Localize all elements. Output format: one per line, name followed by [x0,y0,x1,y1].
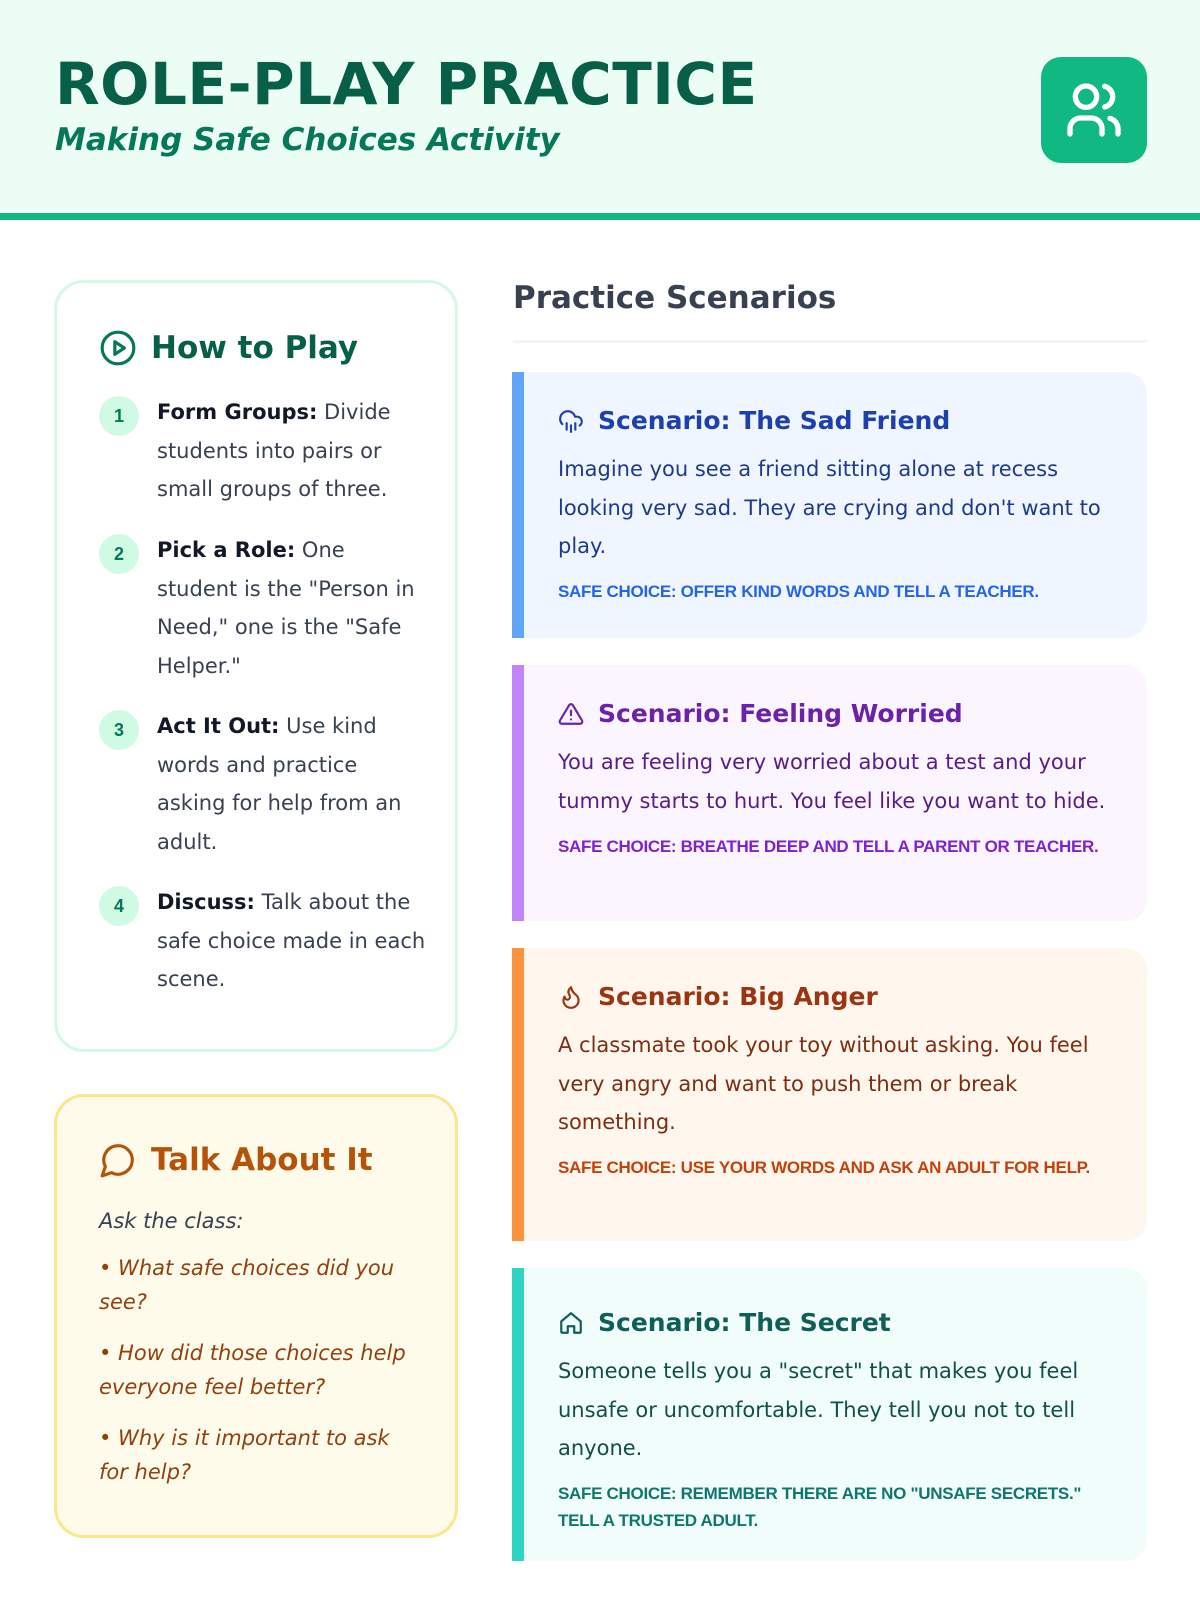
page-title: ROLE-PLAY PRACTICE [55,50,758,118]
talk-about-it-card [54,1094,458,1538]
scenario-description: You are feeling very worried about a test and your tummy starts to hurt. You feel like you want to hide. [558,750,1106,813]
chat-bubble-icon [99,1141,137,1179]
how-to-play-title: How to Play [151,330,359,366]
scenario-card-sad-friend [512,372,1147,638]
step-text: Divide students into pairs or small groups of three. [157,400,391,501]
scenario-card-big-anger [512,948,1147,1241]
scenario-title: Scenario: The Secret [598,1308,891,1337]
step-item [99,531,429,685]
step-label: Discuss: [157,890,255,914]
step-item [99,883,429,999]
scenario-title: Scenario: The Sad Friend [598,406,951,435]
step-text: Use kind words and practice asking for help from an adult. [157,714,402,854]
step-item [99,707,429,861]
safe-choice: SAFE CHOICE: BREATHE DEEP AND TELL A PARENT OR TEACHER. [558,837,1099,856]
discussion-question: • How did those choices help everyone feel better? [99,1341,406,1399]
step-number: 2 [99,534,139,574]
how-to-play-card [54,280,458,1052]
step-label: Act It Out: [157,714,280,738]
scenario-title: Scenario: Big Anger [598,982,878,1011]
scenario-card-the-secret [512,1268,1147,1561]
section-divider [513,340,1147,343]
warning-triangle-icon [558,701,584,727]
page-subtitle: Making Safe Choices Activity [55,122,560,158]
practice-scenarios-title: Practice Scenarios [513,280,837,316]
discussion-question: • What safe choices did you see? [99,1256,395,1314]
step-text: One student is the "Person in Need," one is the "Safe Helper." [157,538,415,678]
discussion-question: • Why is it important to ask for help? [99,1426,390,1484]
safe-choice: SAFE CHOICE: USE YOUR WORDS AND ASK AN ADULT FOR HELP. [558,1158,1090,1177]
users-icon [1041,57,1147,163]
step-number: 4 [99,886,139,926]
page-header [0,0,1200,220]
scenario-description: A classmate took your toy without asking. You feel very angry and want to push them or break something. [558,1033,1089,1134]
scenario-title: Scenario: Feeling Worried [598,699,963,728]
cloud-rain-icon [558,408,584,434]
step-number: 3 [99,710,139,750]
safe-choice: SAFE CHOICE: OFFER KIND WORDS AND TELL A TEACHER. [558,582,1039,601]
step-number: 1 [99,396,139,436]
ask-label: Ask the class: [99,1209,244,1233]
talk-about-it-title: Talk About It [151,1142,373,1178]
home-icon [558,1310,584,1336]
scenario-card-feeling-worried [512,665,1147,921]
talk-about-it-heading [99,1141,373,1179]
safe-choice: SAFE CHOICE: REMEMBER THERE ARE NO "UNSAFE SECRETS." TELL A TRUSTED ADULT. [558,1484,1082,1530]
step-label: Pick a Role: [157,538,296,562]
play-circle-icon [99,329,137,367]
scenario-description: Someone tells you a "secret" that makes you feel unsafe or uncomfortable. They tell you not to tell anyone. [558,1359,1079,1460]
flame-icon [558,984,584,1010]
step-label: Form Groups: [157,400,318,424]
step-text: Talk about the safe choice made in each scene. [157,890,426,991]
scenario-description: Imagine you see a friend sitting alone at recess looking very sad. They are crying and don't want to play. [558,457,1101,558]
step-item [99,393,429,509]
how-to-play-heading [99,329,358,367]
